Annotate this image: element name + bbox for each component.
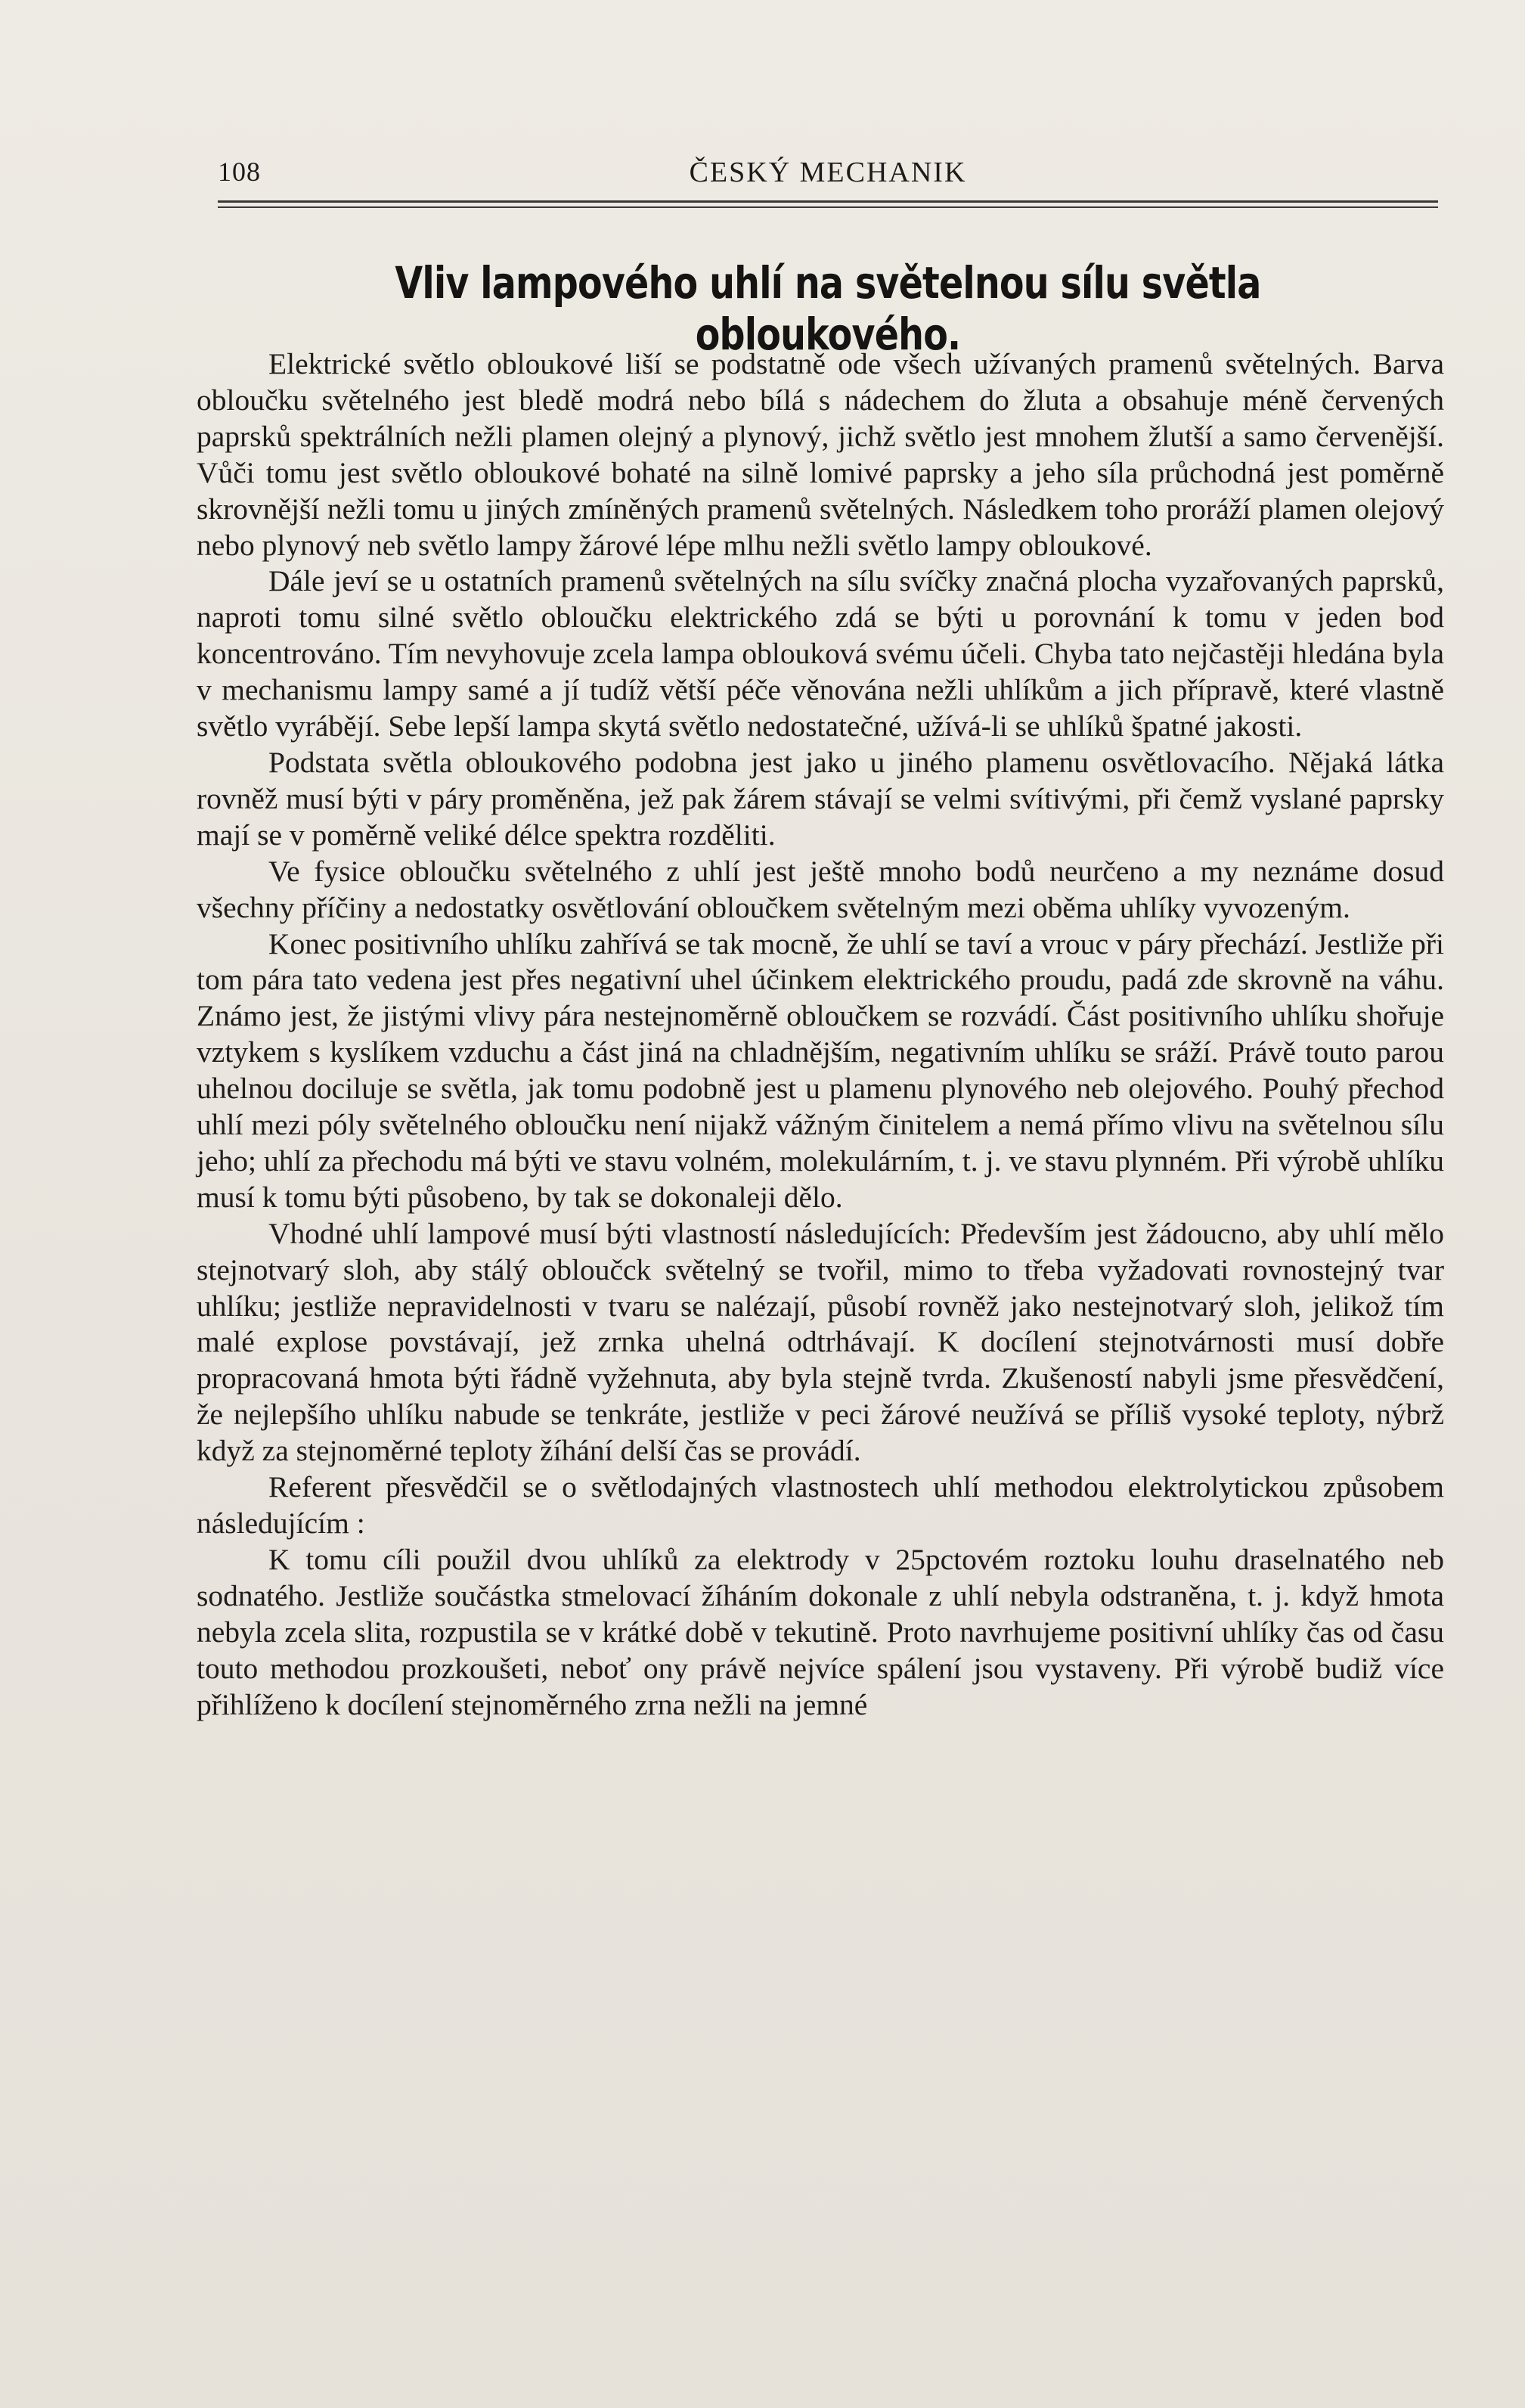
paragraph-8: K tomu cíli použil dvou uhlíků za elektrody v 25pctovém roztoku louhu draselnatého neb sodnatého. Jestliže součástka stmelovací žíháním dokonale z uhlí nebyla odstraněna, t. j. když hmota nebyla zcela slita, rozpustila se v krátké době v tekutině. Proto navrhujeme positivní uhlíky čas od času touto methodou prozkoušeti, neboť ony právě nejvíce spálení jsou vystaveny. Při výrobě budiž více přihlíženo k docílení stejnoměrného zrna nežli na jemné xyxy=(197,1542,1444,1721)
page-header xyxy=(218,150,1438,195)
paragraph-5: Konec positivního uhlíku zahřívá se tak mocně, že uhlí se taví a vrouc v páry přechází. Jestliže při tom pára tato vedena jest přes negativní uhel účinkem elektrického proudu, padá zde skrovně na váhu. Známo jest, že jistými vlivy pára nestejnoměrně obloučkem se rozvádí. Část positivního uhlíku shořuje vztykem s kyslíkem vzduchu a část jiná na chladnějším, negativním uhlíku se sráží. Právě touto parou uhelnou dociluje se světla, jak tomu podobně jest u plamenu plynového neb olejového. Pouhý přechod uhlí mezi póly světelného obloučku není nijakž vážným činitelem a nemá přímo vlivu na světelnou sílu jeho; uhlí za přechodu má býti ve stavu volném, molekulárním, t. j. ve stavu plynném. Při výrobě uhlíku musí k tomu býti působeno, by tak se dokonaleji dělo. xyxy=(197,926,1444,1214)
header-rule-thin xyxy=(218,206,1438,208)
article-body xyxy=(197,346,1444,1723)
paragraph-7: Referent přesvědčil se o světlodajných vlastnostech uhlí methodou elektrolytickou způsobem následujícím : xyxy=(197,1470,1444,1540)
running-title: ČESKÝ MECHANIK xyxy=(689,157,967,188)
paragraph-1: Elektrické světlo obloukové liší se podstatně ode všech užívaných pramenů světelných. Barva obloučku světelného jest bledě modrá nebo bílá s nádechem do žluta a obsahuje méně červených paprsků spektrálních nežli plamen olejný a plynový, jichž světlo jest mnohem žlutší a samo červenější. Vůči tomu jest světlo obloukové bohaté na silně lomivé paprsky a jeho síla průchodná jest poměrně skrovnější nežli tomu u jiných zmíněných pramenů světelných. Následkem toho proráží plamen olejový nebo plynový neb světlo lampy žárové lépe mlhu nežli světlo lampy obloukové. xyxy=(197,347,1444,562)
paragraph-6: Vhodné uhlí lampové musí býti vlastností následujících: Především jest žádoucno, aby uhlí mělo stejnotvarý sloh, aby stálý obloučck světelný se tvořil, mimo to třeba vyžadovati rovnostejný tvar uhlíku; jestliže nepravidelnosti v tvaru se nalézají, působí rovněž jako nestejnotvarý sloh, jelikož tím malé explose povstávají, jež zrnka uhelná odtrhávají. K docílení stejnotvárnosti musí dobře propracovaná hmota býti řádně vyžehnuta, aby byla stejně tvrda. Zkušeností nabyli jsme přesvědčení, že nejlepšího uhlíku nabude se tenkráte, jestliže v peci žárové neužívá se příliš vysoké teploty, nýbrž když za stejnoměrné teploty žíhání delší čas se provádí. xyxy=(197,1216,1444,1468)
paragraph-2: Dále jeví se u ostatních pramenů světelných na sílu svíčky značná plocha vyzařovaných paprsků, naproti tomu silné světlo obloučku elektrického zdá se býti u porovnání k tomu v jeden bod koncentrováno. Tím nevyhovuje zcela lampa oblouková svému účeli. Chyba tato nejčastěji hledána byla v mechanismu lampy samé a jí tudíž větší péče věnována nežli uhlíkům a jich přípravě, které vlastně světlo vyrábějí. Sebe lepší lampa skytá světlo nedostatečné, užívá-li se uhlíků špatné jakosti. xyxy=(197,564,1444,743)
paragraph-3: Podstata světla obloukového podobna jest jako u jiného plamenu osvětlovacího. Nějaká látka rovněž musí býti v páry proměněna, jež pak žárem stávají se velmi svítivými, při čemž vyslané paprsky mají se v poměrně veliké délce spektra rozděliti. xyxy=(197,745,1444,852)
page-number: 108 xyxy=(218,157,261,187)
paragraph-4: Ve fysice obloučku světelného z uhlí jest ještě mnoho bodů neurčeno a my neznáme dosud všechny příčiny a nedostatky osvětlování obloučkem světelným mezi oběma uhlíky vyvozeným. xyxy=(197,854,1444,924)
article-title: Vliv lampového uhlí na světelnou sílu světla obloukového. xyxy=(395,257,1261,360)
header-rule-thick xyxy=(218,200,1438,203)
